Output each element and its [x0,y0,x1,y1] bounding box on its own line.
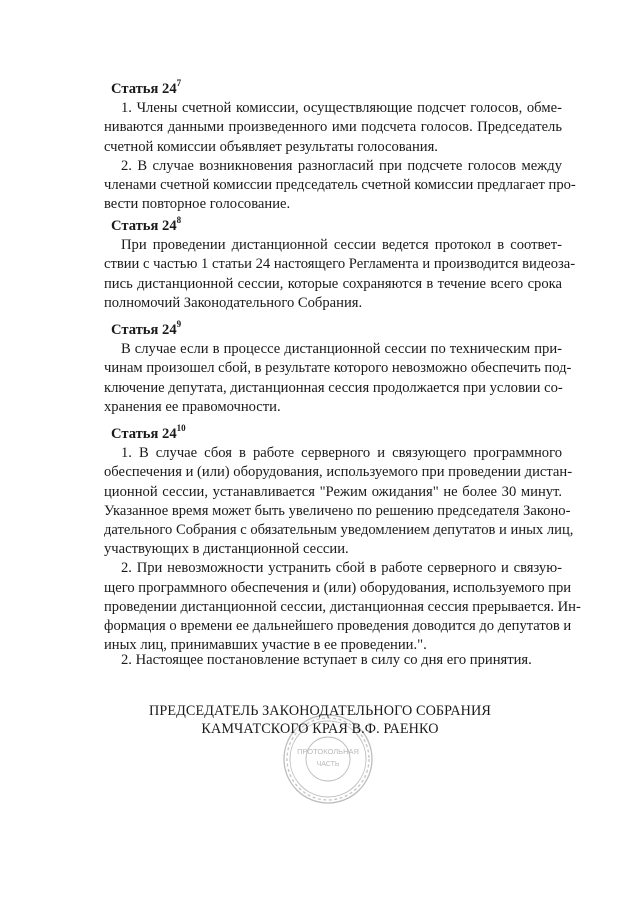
text-line: формация о времени ее дальнейшего проведения доводится до депутатов и [104,618,572,635]
text-line: ниваются данными произведенного ими подсчета голосов. Председатель [104,119,562,136]
text-line: В случае если в процессе дистанционной сессии по техническим при- [121,341,562,358]
text-line: хранения ее правомочности. [104,398,281,415]
text-line: участвующих в дистанционной сессии. [104,541,349,558]
text-line: счетной комиссии объявляет результаты голосования. [104,138,438,155]
text-line: дательного Собрания с обязательным уведомлением депутатов и иных лиц, [104,522,574,539]
text-line: 2. В случае возникновения разногласий при подсчете голосов между [121,157,562,174]
text-line: 1. В случае сбоя в работе серверного и связующего программного [121,445,562,462]
signature-block [0,702,640,739]
article-title: Статья $24^9$ [111,319,182,338]
article-24-10 [104,423,581,655]
text-line: проведении дистанционной сессии, дистанционная сессия прерывается. Ин- [104,598,581,615]
stamp-text-1: ПРОТОКОЛЬНАЯ [297,747,359,756]
text-line: полномочий Законодательного Собрания. [104,294,363,311]
closing-clause: 2. Настоящее постановление вступает в силу со дня его принятия. [121,652,532,668]
article-24-8 [104,215,576,313]
signature-name: КАМЧАТСКОГО КРАЯ В.Ф. РАЕНКО [201,721,439,738]
text-line: вести повторное голосование. [104,196,291,213]
text-line: Указанное время может быть увеличено по решению председателя Законо- [104,502,571,519]
text-line: пись дистанционной сессии, которые сохраняются в течение всего срока [104,275,562,292]
article-24-9 [104,319,572,417]
text-line: 2. При невозможности устранить сбой в работе серверного и связую- [121,560,562,577]
text-line: При проведении дистанционной сессии ведется протокол в соответ- [121,237,562,254]
article-title: Статья $24^7$ [111,78,182,97]
article-24-7 [104,78,576,214]
text-line: ционной сессии, устанавливается "Режим ожидания" не более 30 минут. [104,483,562,500]
text-line: ключение депутата, дистанционная сессия продолжается при условии со- [104,379,563,396]
text-line: чинам произошел сбой, в результате которого невозможно обеспечить под- [104,360,572,377]
text-line: ствии с частью 1 статьи 24 настоящего Регламента и производится видеоза- [104,256,576,273]
stamp-text-2: ЧАСТЬ [316,761,340,768]
text-line: обеспечения и (или) оборудования, используемого при проведении дистан- [104,464,573,481]
text-line: щего программного обеспечения и (или) оборудования, используемого при [104,579,572,596]
signature-position: ПРЕДСЕДАТЕЛЬ ЗАКОНОДАТЕЛЬНОГО СОБРАНИЯ [149,703,491,719]
text-line: иных лиц, принимавших участие в ее проведении.". [104,637,427,654]
text-line: 1. Члены счетной комиссии, осуществляющие подсчет голосов, обме- [121,100,562,117]
text-line: членами счетной комиссии председатель счетной комиссии предлагает про- [104,177,576,194]
article-title: Статья $24^8$ [111,215,182,234]
article-title: Статья $24^{10}$ [111,423,186,442]
